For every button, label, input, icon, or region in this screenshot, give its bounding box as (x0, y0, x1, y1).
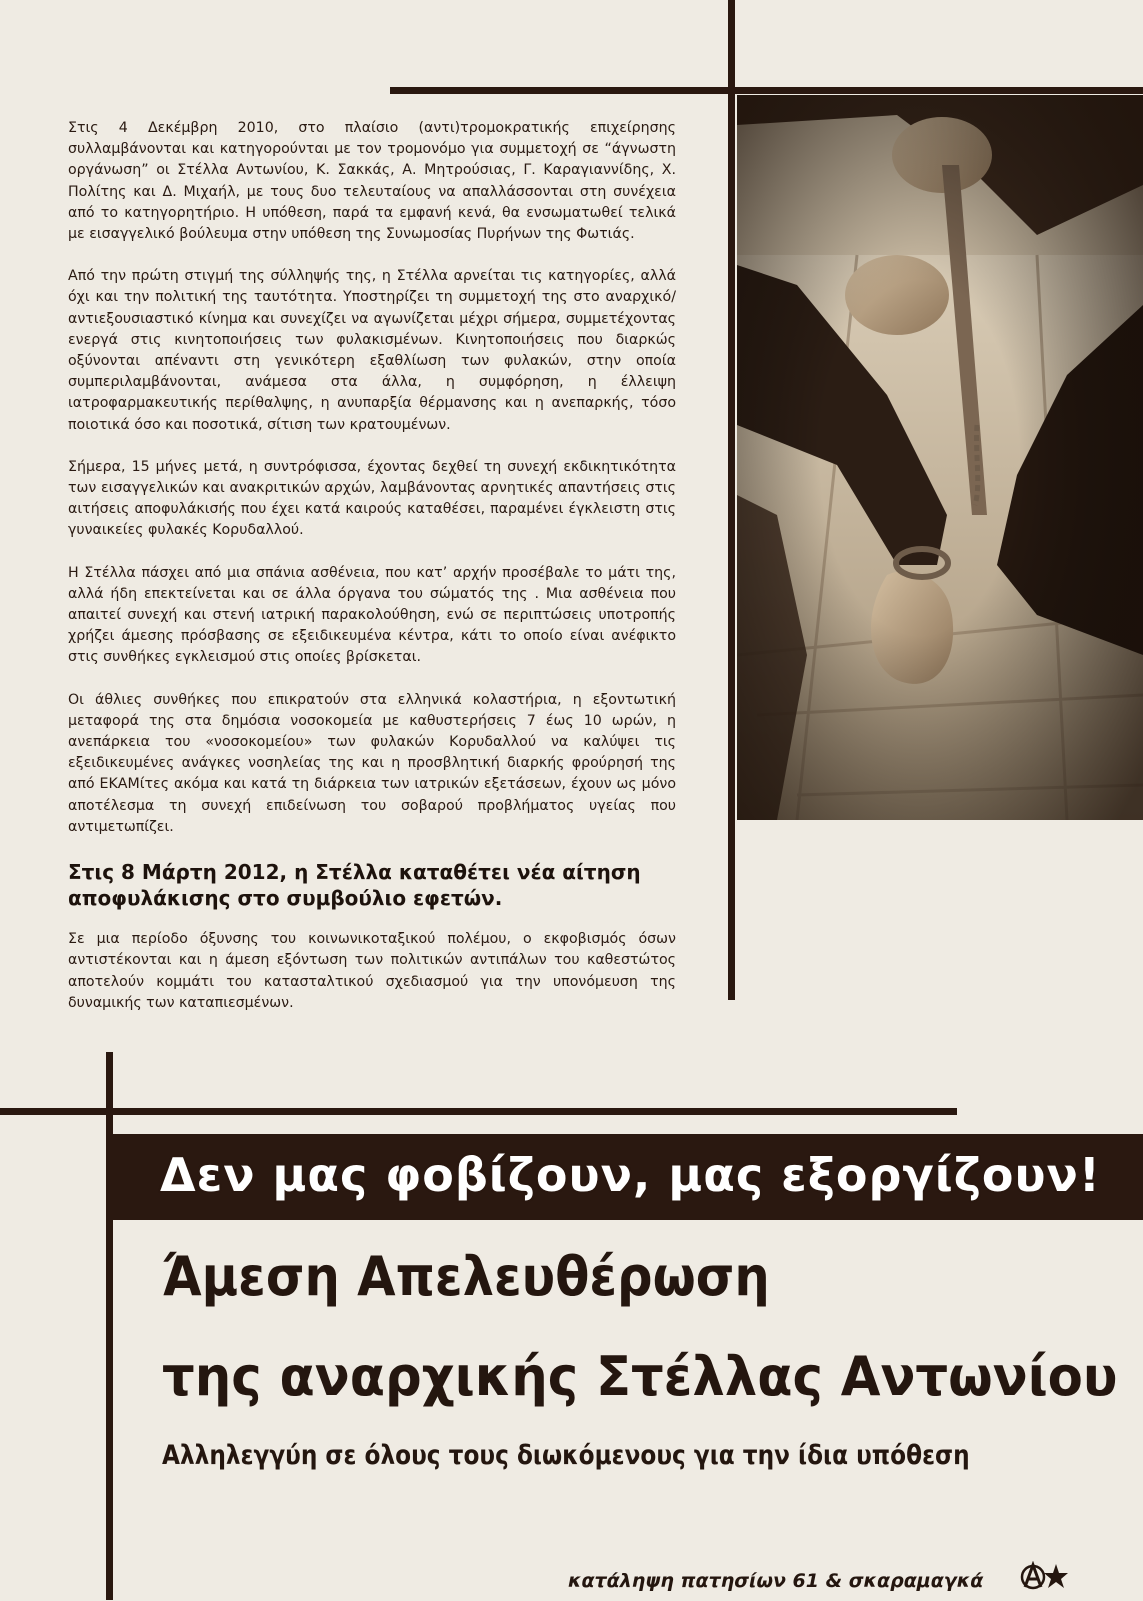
photo-illustration (737, 95, 1143, 820)
headline-subtitle: Αλληλεγγύη σε όλους τους διωκόμενους για την ίδια υπόθεση (162, 1440, 970, 1471)
handcuffed-hands-photo (737, 95, 1143, 820)
rule-horizontal-top (390, 87, 1143, 94)
article-closing: Σε μια περίοδο όξυνσης του κοινωνικοταξικού πολέμου, ο εκφοβισμός όσων αντιστέκονται και η άμεση εξόντωση των πολιτικών αντιπάλων του καθεστώτος αποτελούν κομμάτι του κατασταλτικού σχεδιασμού για την υπονόμευση της δυναμικής των καταπιεσμένων. (68, 931, 676, 1011)
article-highlight: Στις 8 Μάρτη 2012, η Στέλλα καταθέτει νέα αίτηση αποφυλάκισης στο συμβούλιο εφετών. (68, 860, 641, 911)
article-paragraph: Οι άθλιες συνθήκες που επικρατούν στα ελληνικά κολαστήρια, η εξοντωτική μεταφορά της στα δημόσια νοσοκομεία με καθυστερήσεις 7 έως 10 ωρών, η ανεπάρκεια του «νοσοκομείου» των φυλακών Κορυδαλλού να καλύψει τις εξειδικευμένες ανάγκες νοσηλείας της και η προσβλητική διαρκής φρούρησή της από ΕΚΑΜίτες ακόμα και κατά τη διάρκεια των ιατρικών εξετάσεων, έχουν ως μόνο αποτέλεσμα τη συνεχή επιδείνωση του σοβαρού προβλήματος υγείας που αντιμετωπίζει. (68, 691, 676, 835)
article-body (68, 118, 676, 1014)
headline-line-1: Άμεση Απελευθέρωση (162, 1245, 770, 1308)
rule-horizontal-bottom (0, 1108, 957, 1115)
slogan-text: Δεν μας φοβίζουν, μας εξοργίζουν! (160, 1148, 1101, 1202)
footer-signature: κατάληψη πατησίων 61 & σκαραμαγκά (568, 1570, 984, 1592)
rule-vertical-top (728, 0, 735, 1000)
article-paragraph: Στις 4 Δεκέμβρη 2010, στο πλαίσιο (αντι)τρομοκρατικής επιχείρησης συλλαμβάνονται και κατηγορούνται με τον τρομονόμο για συμμετοχή σε “άγνωστη οργάνωση” οι Στέλλα Αντωνίου, Κ. Σακκάς, Α. Μητρούσιας, Γ. Καραγιαννίδης, Χ. Πολίτης και Δ. Μιχαήλ, με τους δυο τελευταίους να απαλλάσσονται στη συνέχεια από το κατηγορητήριο. Η υπόθεση, παρά τα εμφανή κενά, θα ενσωματωθεί τελικά με εισαγγελικό βούλευμα στην υπόθεση της Συνωμοσίας Πυρήνων της Φωτιάς. (68, 120, 676, 243)
article-paragraph: Σήμερα, 15 μήνες μετά, η συντρόφισσα, έχοντας δεχθεί τη συνεχή εκδικητικότητα των εισαγγελικών και ανακριτικών αρχών, λαμβάνοντας αρνητικές απαντήσεις στις αιτήσεις αποφυλάκισής που έχει κατά καιρούς καταθέσει, παραμένει έγκλειστη στις γυναικείες φυλακές Κορυδαλλού. (68, 458, 676, 539)
headline-line-2: της αναρχικής Στέλλας Αντωνίου (162, 1345, 1118, 1408)
anarchy-a-star-icon (1020, 1561, 1068, 1601)
article-paragraph: Η Στέλλα πάσχει από μια σπάνια ασθένεια, που κατ’ αρχήν προσέβαλε το μάτι της, αλλά ήδη επεκτείνεται και σε άλλα όργανα του σώματός της . Μια ασθένεια που απαιτεί συνεχή και στενή ιατρική παρακολούθηση, ενώ σε περιπτώσεις υποτροπής χρήζει άμεσης πρόσβασης σε εξειδικευμένα κέντρα, κάτι το οποίο είναι ανέφικτο στις συνθήκες εγκλεισμού στις οποίες βρίσκεται. (68, 564, 676, 666)
article-paragraph: Από την πρώτη στιγμή της σύλληψής της, η Στέλλα αρνείται τις κατηγορίες, αλλά όχι και την πολιτική της ταυτότητα. Υποστηρίζει τη συμμετοχή της στο αναρχικό/αντιεξουσιαστικό κίνημα και συνεχίζει να αγωνίζεται μέχρι σήμερα, συμμετέχοντας ενεργά στις κινητοποιήσεις των φυλακισμένων. Κινητοποιήσεις που διαρκώς οξύνονται απέναντι στη γενικότερη εξαθλίωση των φυλακών, στην οποία συμπεριλαμβάνονται, ανάμεσα στα άλλα, η συμφόρηση, η έλλειψη ιατροφαρμακευτικής περίθαλψης, η ανυπαρξία θέρμανσης και η ανεπαρκής, τόσο ποιοτικά όσο και ποσοτικά, σίτιση των κρατουμένων. (68, 268, 676, 433)
